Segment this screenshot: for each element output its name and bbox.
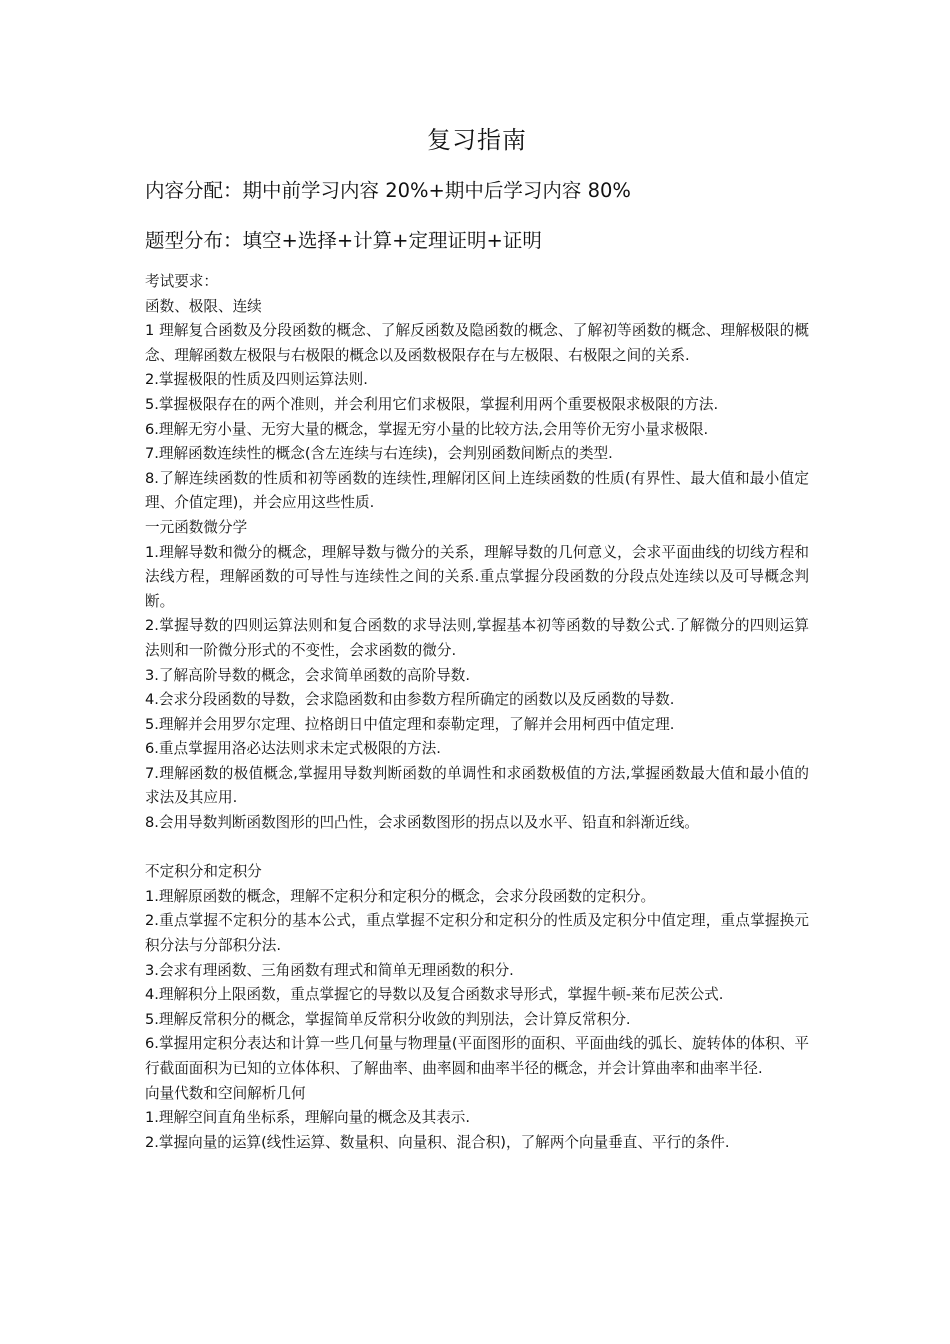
list-item: 7.理解函数的极值概念,掌握用导数判断函数的单调性和求函数极值的方法,掌握函数最大值和最小值的求法及其应用. xyxy=(145,764,809,807)
exam-requirements-label: 考试要求： xyxy=(145,273,218,290)
section-functions-limits xyxy=(145,295,809,516)
list-item: 6.掌握用定积分表达和计算一些几何量与物理量(平面图形的面积、平面曲线的弧长、旋转体的体积、平行截面面积为已知的立体体积、了解曲率、曲率圆和曲率半径的概念，并会计算曲率和曲率半径. xyxy=(145,1035,809,1077)
list-item: 4.会求分段函数的导数，会求隐函数和由参数方程所确定的函数以及反函数的导数. xyxy=(145,691,675,709)
question-types: 题型分布：填空+选择+计算+定理证明+证明 xyxy=(145,229,542,252)
list-item: 1.理解导数和微分的概念，理解导数与微分的关系，理解导数的几何意义，会求平面曲线的切线方程和法线方程，理解函数的可导性与连续性之间的关系.重点掌握分段函数的分段点处连续以及可导概念判断。 xyxy=(145,543,809,610)
list-item: 5.掌握极限存在的两个准则，并会利用它们求极限，掌握利用两个重要极限求极限的方法. xyxy=(145,395,719,413)
section-integrals xyxy=(145,860,809,1081)
section-vector-geometry xyxy=(145,1082,809,1156)
page-title: 复习指南 xyxy=(427,126,527,154)
list-item: 2.掌握向量的运算(线性运算、数量积、向量积、混合积)，了解两个向量垂直、平行的条件. xyxy=(145,1133,730,1151)
section-heading: 不定积分和定积分 xyxy=(145,863,262,881)
list-item: 5.理解反常积分的概念，掌握简单反常积分收敛的判别法，会计算反常积分. xyxy=(145,1010,631,1028)
list-item: 1 理解复合函数及分段函数的概念、了解反函数及隐函数的概念、了解初等函数的概念、理解极限的概念、理解函数左极限与右极限的概念以及函数极限存在与左极限、右极限之间的关系. xyxy=(145,322,809,364)
list-item: 2.掌握极限的性质及四则运算法则. xyxy=(145,371,368,389)
list-item: 1.理解原函数的概念，理解不定积分和定积分的概念，会求分段函数的定积分。 xyxy=(145,887,656,905)
list-item: 3.了解高阶导数的概念，会求简单函数的高阶导数. xyxy=(145,666,471,684)
section-heading: 向量代数和空间解析几何 xyxy=(145,1084,306,1102)
list-item: 5.理解并会用罗尔定理、拉格朗日中值定理和泰勒定理，了解并会用柯西中值定理. xyxy=(145,715,675,733)
list-item: 2.掌握导数的四则运算法则和复合函数的求导法则,掌握基本初等函数的导数公式.了解微分的四则运算法则和一阶微分形式的不变性，会求函数的微分. xyxy=(145,617,809,659)
list-item: 8.会用导数判断函数图形的凹凸性，会求函数图形的拐点以及水平、铅直和斜渐近线。 xyxy=(145,814,699,832)
document-page xyxy=(145,122,809,1155)
list-item: 8.了解连续函数的性质和初等函数的连续性,理解闭区间上连续函数的性质(有界性、最大值和最小值定理、介值定理)，并会应用这些性质. xyxy=(145,469,809,512)
list-item: 6.理解无穷小量、无穷大量的概念，掌握无穷小量的比较方法,会用等价无穷小量求极限. xyxy=(145,420,709,438)
section-heading: 函数、极限、连续 xyxy=(145,297,262,315)
section-differential-calculus xyxy=(145,516,809,836)
section-heading: 一元函数微分学 xyxy=(145,518,248,536)
list-item: 7.理解函数连续性的概念(含左连续与右连续)，会判别函数间断点的类型. xyxy=(145,445,613,463)
list-item: 3.会求有理函数、三角函数有理式和简单无理函数的积分. xyxy=(145,961,514,979)
blank-line xyxy=(145,836,809,861)
list-item: 2.重点掌握不定积分的基本公式，重点掌握不定积分和定积分的性质及定积分中值定理，重点掌握换元积分法与分部积分法. xyxy=(145,912,809,955)
list-item: 1.理解空间直角坐标系，理解向量的概念及其表示. xyxy=(145,1109,471,1127)
list-item: 6.重点掌握用洛必达法则求未定式极限的方法. xyxy=(145,740,441,758)
content-distribution: 内容分配：期中前学习内容 20%+期中后学习内容 80% xyxy=(145,179,631,202)
list-item: 4.理解积分上限函数，重点掌握它的导数以及复合函数求导形式，掌握牛顿-莱布尼茨公式. xyxy=(145,986,724,1004)
